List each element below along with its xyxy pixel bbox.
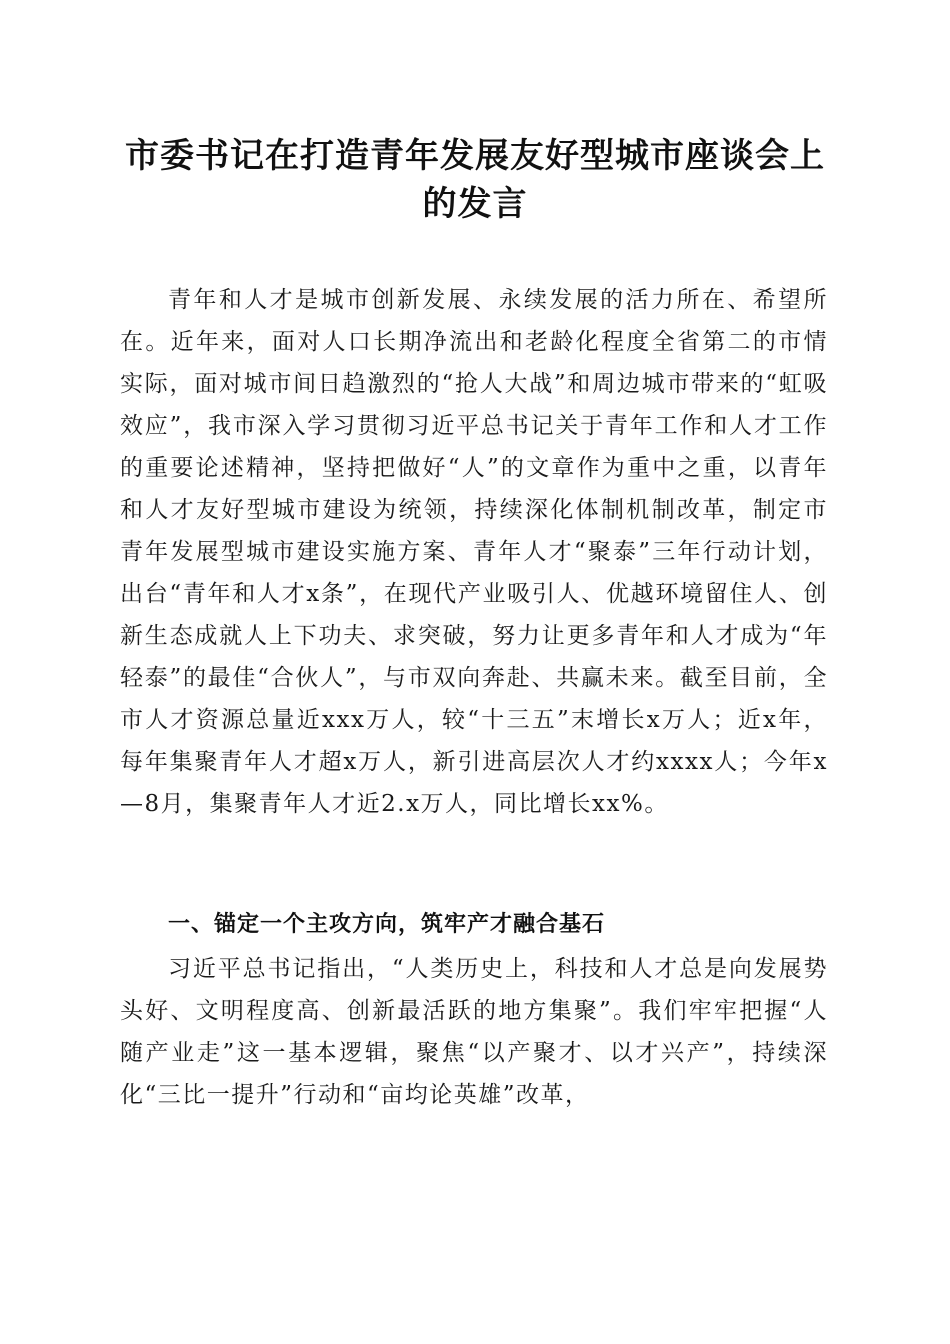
section-heading-1: 一、锚定一个主攻方向，筑牢产才融合基石	[168, 912, 606, 937]
paragraph-section-1: 习近平总书记指出，“人类历史上，科技和人才总是向发展势头好、文明程度高、创新最活跃的地方集聚”。我们牢牢把握“人随产业走”这一基本逻辑，聚焦“以产聚才、以才兴产”，持续深化“三比一提升”行动和“亩均论英雄”改革，	[120, 956, 828, 1108]
document-title: 市委书记在打造青年发展友好型城市座谈会上的发言	[125, 136, 825, 224]
paragraph-intro: 青年和人才是城市创新发展、永续发展的活力所在、希望所在。近年来，面对人口长期净流出和老龄化程度全省第二的市情实际，面对城市间日趋激烈的“抢人大战”和周边城市带来的“虹吸效应”，我市深入学习贯彻习近平总书记关于青年工作和人才工作的重要论述精神，坚持把做好“人”的文章作为重中之重，以青年和人才友好型城市建设为统领，持续深化体制机制改革，制定市青年发展型城市建设实施方案、青年人才“聚泰”三年行动计划，出台“青年和人才x条”，在现代产业吸引人、优越环境留住人、创新生态成就人上下功夫、求突破，努力让更多青年和人才成为“年轻泰”的最佳“合伙人”，与市双向奔赴、共赢未来。截至目前，全市人才资源总量近xxx万人，较“十三五”末增长x万人；近x年，每年集聚青年人才超x万人，新引进高层次人才约xxxx人；今年x—8月，集聚青年人才近2.x万人，同比增长xx%。	[120, 287, 828, 817]
